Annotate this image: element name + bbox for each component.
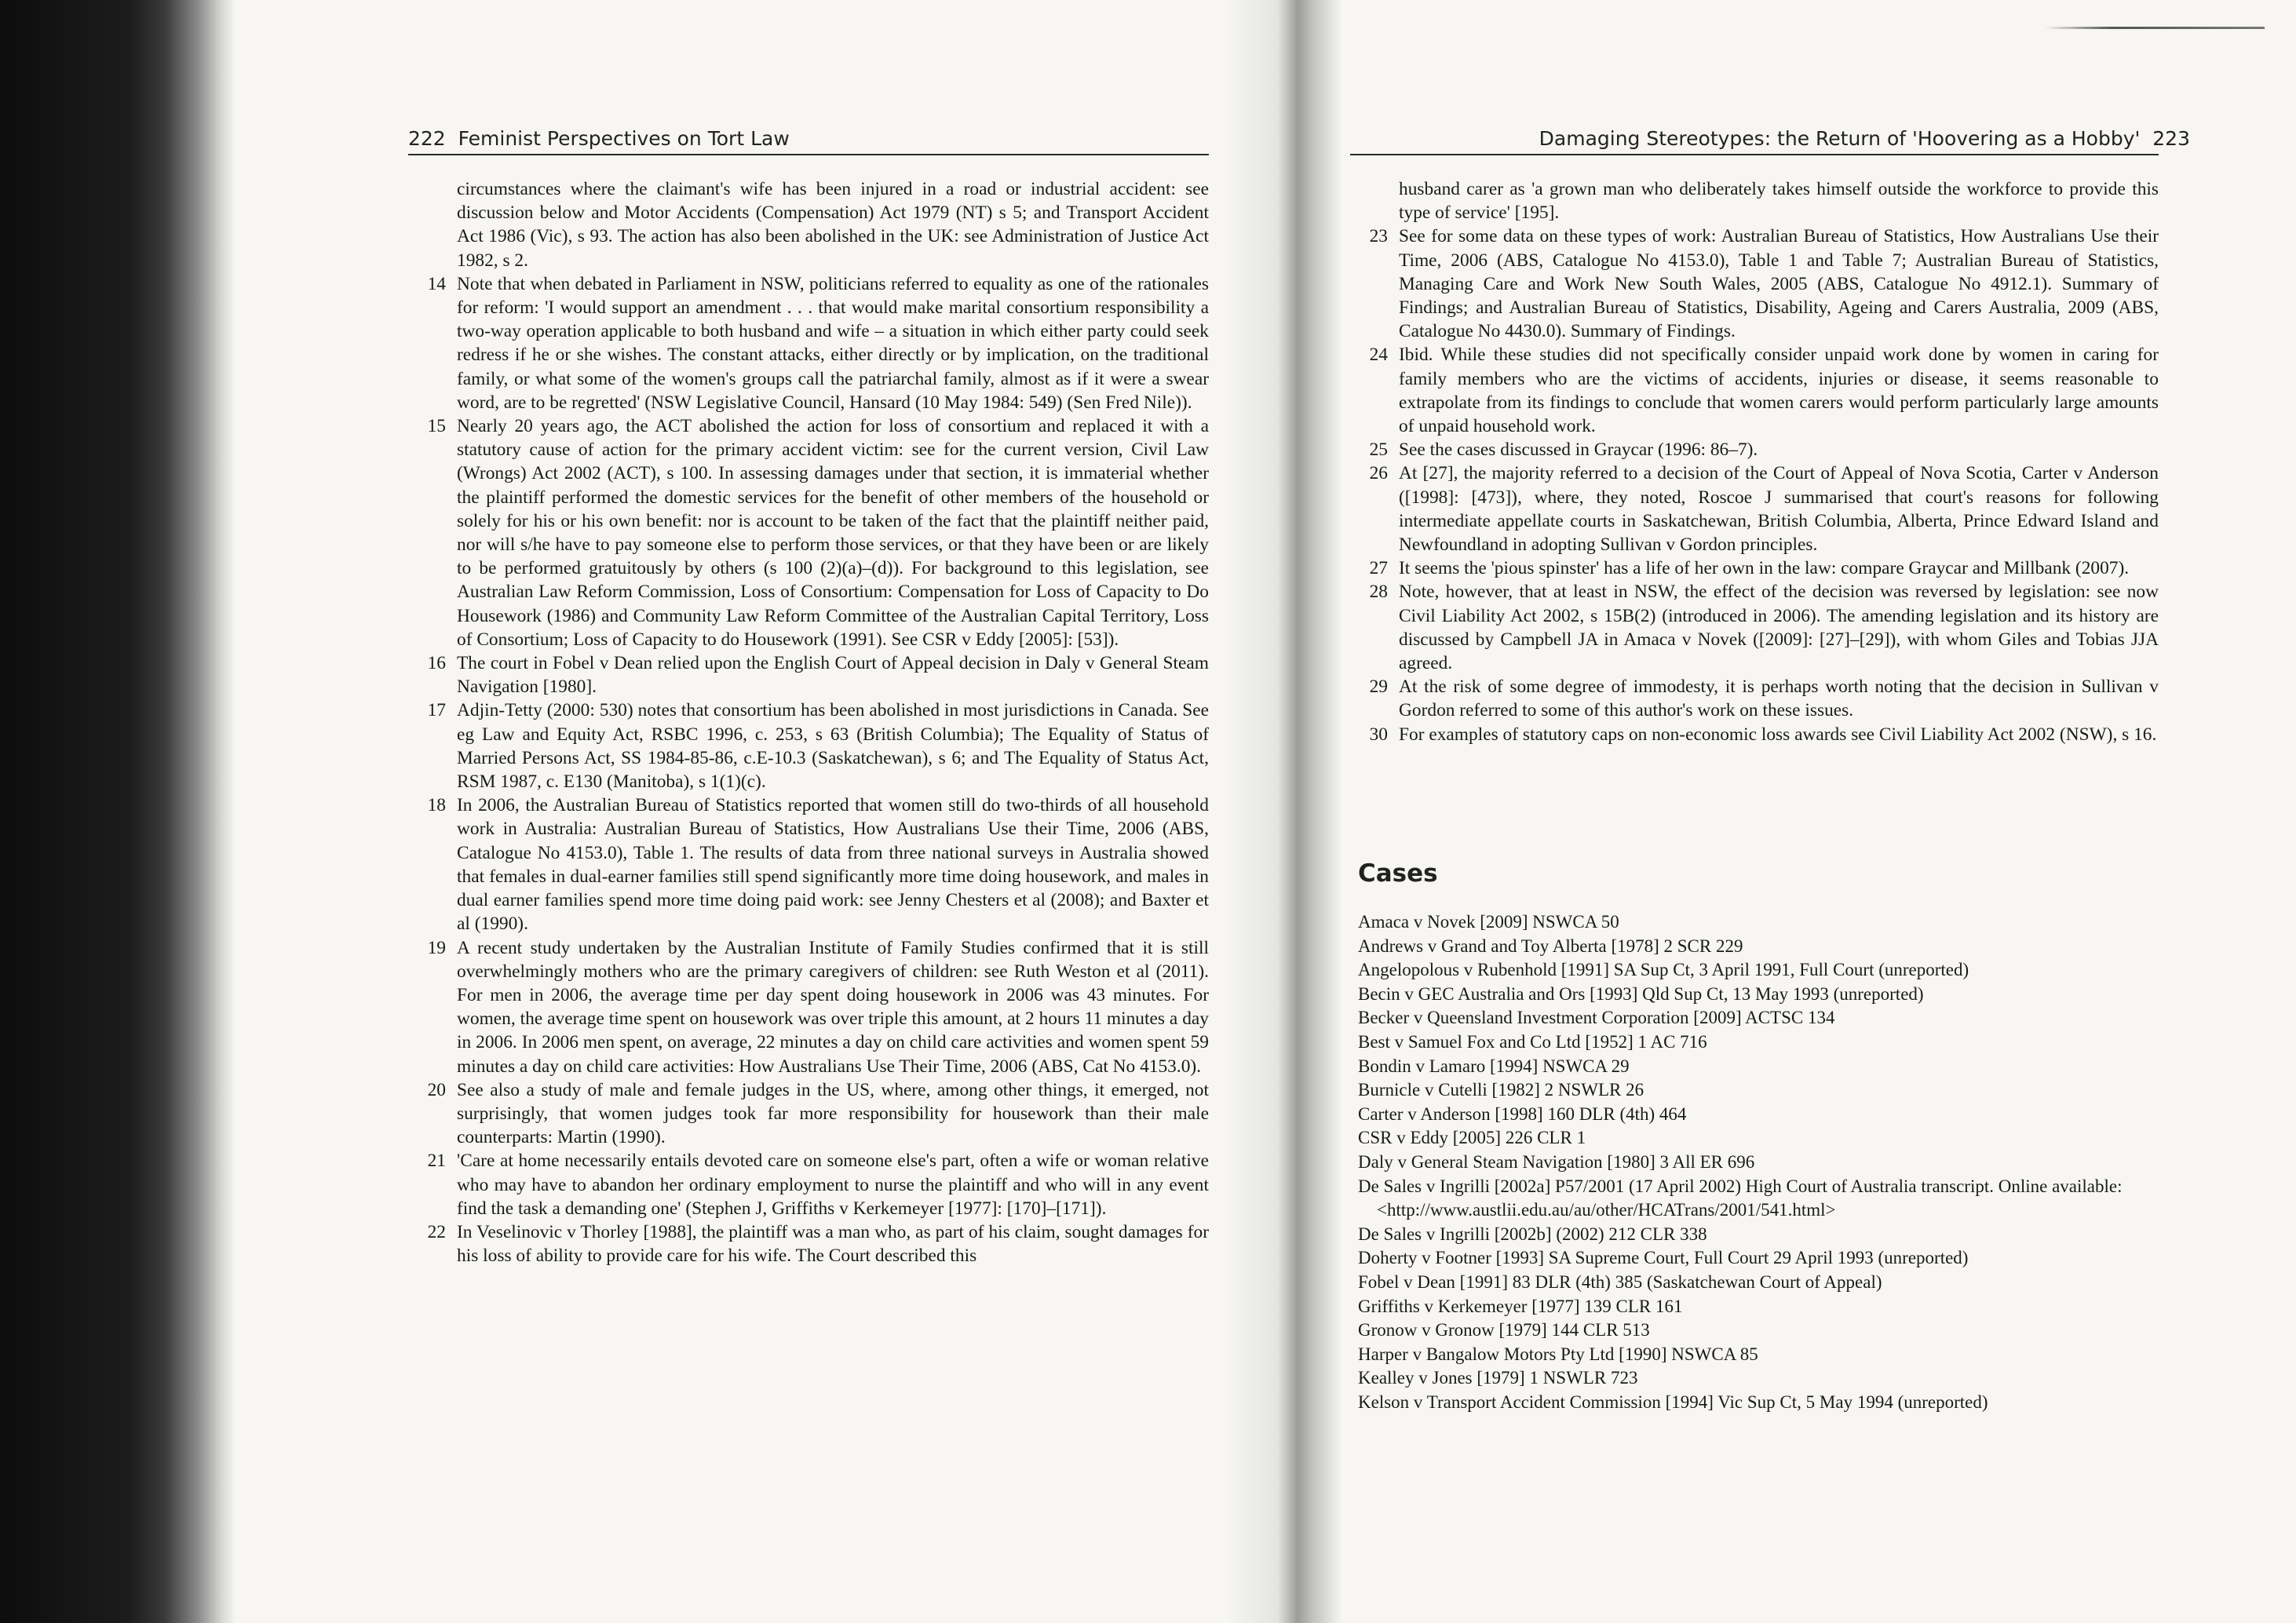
left-endnotes — [408, 177, 1209, 1267]
endnote — [408, 414, 1209, 651]
endnote — [408, 177, 1209, 272]
book-spine-shadow — [0, 0, 235, 1623]
right-endnotes — [1350, 177, 2159, 746]
endnote-number: 23 — [1369, 226, 1388, 247]
endnote-number: 30 — [1369, 724, 1388, 745]
endnote-text: At the risk of some degree of immodesty, it is perhaps worth noting that the decision in Sullivan v Gordon referred to some of this author's work on these issues. — [1399, 677, 2159, 721]
endnote-text: A recent study undertaken by the Australian Institute of Family Studies confirmed that it is still overwhelmingly mothers who are the primary caregivers of children: see Ruth Weston et al (2011). For men in 2006, the average time per day spent doing housework in 2006 was 43 minutes. For women, the average time spent on housework was over triple this amount, at 2 hours 11 minutes a day in 2006. In 2006 men spent, on average, 22 minutes a day on child care activities and women spent 59 minutes a day on child care activities: How Australians Use Their Time, 2006 (ABS, Cat No 4153.0). — [457, 937, 1209, 1077]
right-running-title: Damaging Stereotypes: the Return of 'Hoovering as a Hobby' — [1539, 127, 2141, 150]
endnote-text: The court in Fobel v Dean relied upon the English Court of Appeal decision in Daly v General Steam Navigation [1980]. — [457, 653, 1209, 698]
right-page-number: 223 — [2152, 127, 2190, 150]
case-entry: CSR v Eddy [2005] 226 CLR 1 — [1358, 1128, 1586, 1148]
left-header-rule — [408, 154, 1209, 155]
case-entry: Daly v General Steam Navigation [1980] 3 All ER 696 — [1358, 1151, 1755, 1172]
left-page — [392, 0, 1225, 1623]
endnote-number: 15 — [427, 416, 446, 437]
endnote-number: 26 — [1369, 463, 1388, 484]
endnote-text: Nearly 20 years ago, the ACT abolished the action for loss of consortium and replaced it with a statutory cause of action for the primary accident victim: see for the current version, Civil Law (Wrongs) Act 2002 (ACT), s 100. In assessing damages under that section, it is immaterial whether the plaintiff performed the domestic services for the benefit of other members of the household or solely for his or his own benefit: nor is account to be taken of the fact that the plaintiff neither paid, nor will s/he have to pay someone else to perform those services, or that they have been or are likely to be performed gratuitously by others (s 100 (2)(a)–(d)). For background to this legislation, see Australian Law Reform Commission, Loss of Consortium: Compensation for Loss of Capacity to Do Housework (1986) and Community Law Reform Committee of the Australian Capital Territory, Loss of Consortium; Loss of Capacity to do Housework (1991). See CSR v Eddy [2005]: [53]). — [457, 416, 1209, 650]
endnote-text: In 2006, the Australian Bureau of Statistics reported that women still do two-thirds of all household work in Australia: Australian Bureau of Statistics, How Australians Use their Time, 2006 (ABS, Catalogue No 4153.0), Table 1. The results of data from three national surveys in Australia showed that females in dual-earner families still spend significantly more time doing housework, and males in dual earner families spend more time doing paid work: see Jenny Chesters et al (2008); and Baxter et al (1990). — [457, 795, 1209, 935]
endnote — [1350, 461, 2159, 556]
endnote — [408, 1078, 1209, 1150]
endnote — [1350, 438, 2159, 461]
endnote-text: See for some data on these types of work: Australian Bureau of Statistics, How Australians Use their Time, 2006 (ABS, Catalogue No 4153.0), Table 1 and Table 7; Australian Bureau of Statistics, Managing Care and Work New South Wales, 2005 (ABS, Catalogue No 4912.1). Summary of Findings; and Australian Bureau of Statistics, Disability, Ageing and Carers Australia, 2009 (ABS, Catalogue No 4430.0). Summary of Findings. — [1399, 226, 2159, 342]
endnote — [1350, 224, 2159, 343]
endnote-text: Note, however, that at least in NSW, the effect of the decision was reversed by legislation: see now Civil Liability Act 2002, s 15B(2) (introduced in 2006). The amending legislation and its history are discussed by Campbell JA in Amaca v Novek ([2009]: [27]–[29]), with whom Giles and Tobias JJA agreed. — [1399, 582, 2159, 674]
endnote — [408, 936, 1209, 1078]
left-page-number: 222 — [408, 127, 446, 150]
case-entry: Becker v Queensland Investment Corporation [2009] ACTSC 134 — [1358, 1008, 1835, 1028]
endnote-text: See the cases discussed in Graycar (1996: 86–7). — [1399, 439, 1758, 461]
case-entry: Gronow v Gronow [1979] 144 CLR 513 — [1358, 1320, 1650, 1340]
endnote-text: It seems the 'pious spinster' has a life of her own in the law: compare Graycar and Millbank (2007). — [1399, 558, 2130, 579]
endnote — [408, 793, 1209, 936]
right-header-rule — [1350, 154, 2159, 155]
endnote — [1350, 343, 2159, 438]
endnote-number: 22 — [427, 1221, 446, 1242]
endnote-text: For examples of statutory caps on non-economic loss awards see Civil Liability Act 2002 (NSW), s 16. — [1399, 724, 2157, 745]
endnote-number: 16 — [427, 653, 446, 674]
endnote-number: 21 — [427, 1151, 446, 1172]
endnote — [1350, 675, 2159, 722]
endnote — [1350, 177, 2159, 224]
endnote-number: 25 — [1369, 439, 1388, 461]
case-entry: Becin v GEC Australia and Ors [1993] Qld Sup Ct, 13 May 1993 (unreported) — [1358, 983, 1924, 1004]
endnote-number: 19 — [427, 937, 446, 958]
case-entry: Carter v Anderson [1998] 160 DLR (4th) 464 — [1358, 1103, 1687, 1124]
endnote-text: husband carer as 'a grown man who deliberately takes himself outside the workforce to provide this type of service' [195]. — [1399, 179, 2159, 224]
endnote-text: In Veselinovic v Thorley [1988], the plaintiff was a man who, as part of his claim, sought damages for his loss of ability to provide care for his wife. The Court described this — [457, 1221, 1209, 1267]
endnote — [1350, 580, 2159, 675]
cases-heading: Cases — [1358, 859, 1438, 888]
endnote-text: Ibid. While these studies did not specifically consider unpaid work done by women in caring for family members who are the victims of accidents, injuries or disease, it seems reasonable to extrapolate from its findings to conclude that women carers would perform particularly large amounts of unpaid household work. — [1399, 345, 2159, 437]
endnote — [1350, 723, 2159, 746]
case-entry: Kealley v Jones [1979] 1 NSWLR 723 — [1358, 1368, 1638, 1388]
endnote-number: 28 — [1369, 582, 1388, 603]
case-entry: De Sales v Ingrilli [2002b] (2002) 212 CLR 338 — [1358, 1224, 1707, 1244]
case-entry: Kelson v Transport Accident Commission [1994] Vic Sup Ct, 5 May 1994 (unreported) — [1358, 1391, 1988, 1412]
case-entry: Harper v Bangalow Motors Pty Ltd [1990] NSWCA 85 — [1358, 1344, 1758, 1364]
case-entry: Fobel v Dean [1991] 83 DLR (4th) 385 (Saskatchewan Court of Appeal) — [1358, 1271, 1882, 1292]
endnote-text: Note that when debated in Parliament in NSW, politicians referred to equality as one of the rationales for reform: 'I would support an amendment . . . that would make marital consortium responsibility a two-way operation applicable to both husband and wife – a situation in which either party could seek redress if he or she wishes. The constant attacks, either directly or by implication, on the traditional family, or what some of the women's groups call the patriarchal family, almost as if it were a swear word, are to be regretted' (NSW Legislative Council, Hansard (10 May 1984: 549) (Sen Fred Nile)). — [457, 273, 1209, 413]
endnote-number: 18 — [427, 795, 446, 816]
left-running-title: Feminist Perspectives on Tort Law — [458, 127, 790, 150]
endnote-number: 29 — [1369, 677, 1388, 698]
case-entry: Doherty v Footner [1993] SA Supreme Court, Full Court 29 April 1993 (unreported) — [1358, 1248, 1969, 1268]
endnote-number: 20 — [427, 1079, 446, 1100]
book-gutter — [1225, 0, 1342, 1623]
endnote-text: See also a study of male and female judges in the US, where, among other things, it emerged, not surprisingly, that women judges took far more responsibility for housework than their male counterparts: Martin (1990). — [457, 1079, 1209, 1148]
endnote — [1350, 556, 2159, 580]
endnote-number: 24 — [1369, 345, 1388, 366]
left-running-head — [408, 127, 790, 150]
case-entry: Best v Samuel Fox and Co Ltd [1952] 1 AC 716 — [1358, 1031, 1707, 1052]
endnote-number: 27 — [1369, 558, 1388, 579]
endnote — [408, 1149, 1209, 1220]
case-entry: Griffiths v Kerkemeyer [1977] 139 CLR 161 — [1358, 1296, 1683, 1316]
endnote — [408, 272, 1209, 414]
cases-list — [1358, 910, 2166, 1414]
right-running-head — [1539, 127, 2190, 150]
endnote-text: circumstances where the claimant's wife has been injured in a road or industrial accident: see discussion below and Motor Accidents (Compensation) Act 1979 (NT) s 5; and Transport Accident Act 1986 (Vic), s 93. The action has also been abolished in the UK: see Administration of Justice Act 1982, s 2. — [457, 179, 1209, 271]
endnote — [408, 698, 1209, 793]
right-page — [1342, 0, 2190, 1623]
case-entry: De Sales v Ingrilli [2002a] P57/2001 (17 April 2002) High Court of Australia transcript. Online available: <http://www.austlii.edu.au/au/other/HCATrans/2001/541.html> — [1358, 1176, 2123, 1220]
case-entry: Angelopolous v Rubenhold [1991] SA Sup Ct, 3 April 1991, Full Court (unreported) — [1358, 960, 1969, 980]
case-entry: Amaca v Novek [2009] NSWCA 50 — [1358, 912, 1619, 932]
endnote-text: Adjin-Tetty (2000: 530) notes that consortium has been abolished in most jurisdictions in Canada. See eg Law and Equity Act, RSBC 1996, c. 253, s 63 (British Columbia); The Equality of Status of Married Persons Act, SS 1984-85-86, c.E-10.3 (Saskatchewan), s 6; and The Equality of Status Act, RSM 1987, c. E130 (Manitoba), s 1(1)(c). — [457, 700, 1209, 793]
endnote — [408, 1220, 1209, 1267]
endnote-number: 17 — [427, 700, 446, 721]
case-entry: Andrews v Grand and Toy Alberta [1978] 2 SCR 229 — [1358, 936, 1743, 956]
endnote-number: 14 — [427, 273, 446, 294]
case-entry: Bondin v Lamaro [1994] NSWCA 29 — [1358, 1056, 1630, 1076]
endnote-text: At [27], the majority referred to a decision of the Court of Appeal of Nova Scotia, Carter v Anderson ([1998]: [473]), where, they noted, Roscoe J summarised that court's reasons for following intermediate appellate courts in Saskatchewan, British Columbia, Alberta, Prince Edward Island and Newfoundland in adopting Sullivan v Gordon principles. — [1399, 463, 2159, 556]
case-entry: Burnicle v Cutelli [1982] 2 NSWLR 26 — [1358, 1080, 1644, 1100]
endnote-text: 'Care at home necessarily entails devoted care on someone else's part, often a wife or woman relative who may have to abandon her ordinary employment to nurse the plaintiff and who will in any event find the task a demanding one' (Stephen J, Griffiths v Kerkemeyer [1977]: [170]–[171]). — [457, 1151, 1209, 1219]
endnote — [408, 651, 1209, 698]
